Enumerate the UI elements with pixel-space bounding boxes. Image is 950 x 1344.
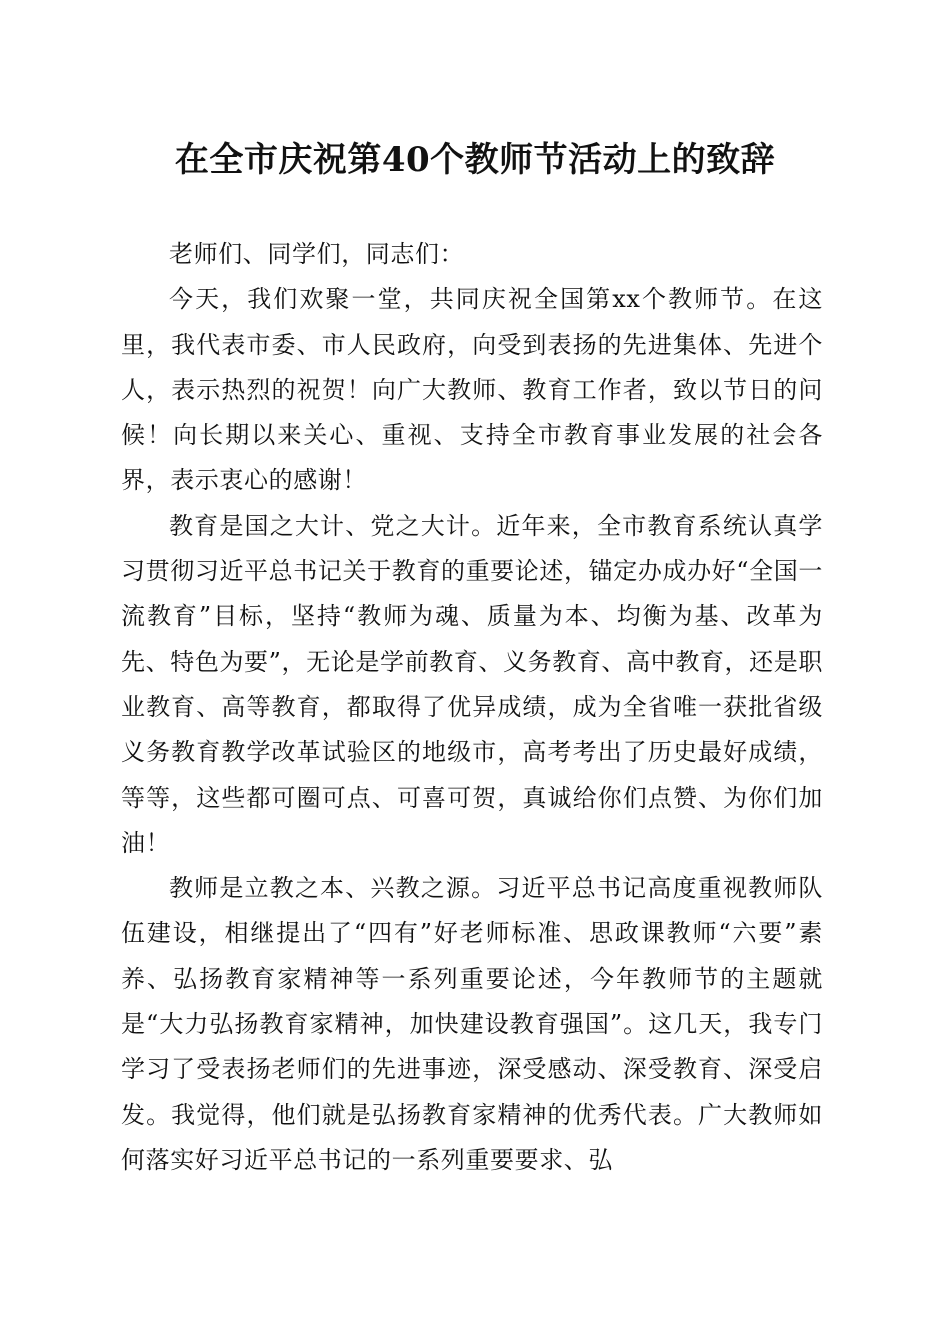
salutation: 老师们、同学们，同志们： <box>169 240 465 268</box>
paragraph-2: 教育是国之大计、党之大计。近年来，全市教育系统认真学习贯彻习近平总书记关于教育的重要论述，锚定办成办好“全国一流教育”目标，坚持“教师为魂、质量为本、均衡为基、改革为先、特色为要”，无论是学前教育、义务教育、高中教育，还是职业教育、高等教育，都取得了优异成绩，成为全省唯一获批省级义务教育教学改革试验区的地级市，高考考出了历史最好成绩，等等，这些都可圈可点、可喜可贺，真诚给你们点赞、为你们加油！ <box>121 511 823 857</box>
paragraph-3: 教师是立教之本、兴教之源。习近平总书记高度重视教师队伍建设，相继提出了“四有”好老师标准、思政课教师“六要”素养、弘扬教育家精神等一系列重要论述，今年教师节的主题就是“大力弘扬教育家精神，加快建设教育强国”。这几天，我专门学习了受表扬老师们的先进事迹，深受感动、深受教育、深受启发。我觉得，他们就是弘扬教育家精神的优秀代表。广大教师如何落实好习近平总书记的一系列重要要求、弘 <box>121 874 823 1174</box>
document-title: 在全市庆祝第40个教师节活动上的致辞 <box>174 140 776 180</box>
paragraph-1: 今天，我们欢聚一堂，共同庆祝全国第xx个教师节。在这里，我代表市委、市人民政府，向受到表扬的先进集体、先进个人，表示热烈的祝贺！向广大教师、教育工作者，致以节日的问候！向长期以来关心、重视、支持全市教育事业发展的社会各界，表示衷心的感谢！ <box>121 285 823 495</box>
document-body <box>121 232 823 1183</box>
